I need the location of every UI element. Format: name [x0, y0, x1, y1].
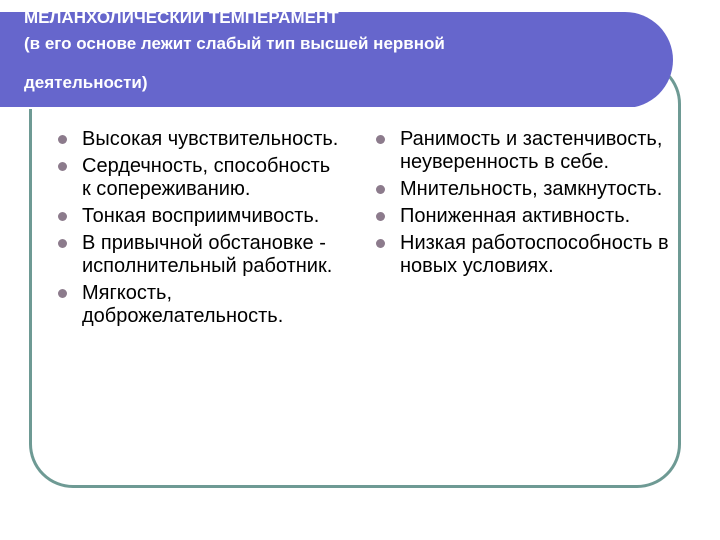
- list-item-text: В привычной обстановке - исполнительный работник.: [82, 232, 333, 277]
- bullet-icon: [376, 135, 385, 144]
- bullet-icon: [376, 185, 385, 194]
- bullet-icon: [376, 212, 385, 221]
- list-item-text: Ранимость и застенчивость, неуверенность в себе.: [400, 128, 663, 173]
- title-line-2: (в его основе лежит слабый тип высшей нервной: [24, 34, 445, 53]
- list-item: [372, 205, 672, 228]
- bullet-icon: [376, 239, 385, 248]
- list-item: [54, 128, 344, 151]
- bullet-icon: [58, 162, 67, 171]
- list-item: [372, 232, 672, 278]
- left-column-list: [54, 128, 344, 332]
- bullet-icon: [58, 289, 67, 298]
- list-item: [54, 282, 344, 328]
- list-item-text: Тонкая восприимчивость.: [82, 205, 320, 227]
- title-line-1: МЕЛАНХОЛИЧЕСКИЙ ТЕМПЕРАМЕНТ: [24, 8, 339, 27]
- bullet-icon: [58, 239, 67, 248]
- right-column-list: [372, 128, 672, 282]
- title-underline: [0, 107, 636, 109]
- bullet-icon: [58, 135, 67, 144]
- list-item-text: Мнительность, замкнутость.: [400, 178, 663, 200]
- list-item-text: Мягкость, доброжелательность.: [82, 282, 284, 327]
- list-item-text: Сердечность, способность к сопереживанию.: [82, 155, 331, 200]
- list-item: [54, 205, 344, 228]
- list-item: [54, 155, 344, 201]
- list-item-text: Высокая чувствительность.: [82, 128, 339, 150]
- bullet-icon: [58, 212, 67, 221]
- list-item: [54, 232, 344, 278]
- list-item: [372, 178, 672, 201]
- list-item-text: Пониженная активность.: [400, 205, 631, 227]
- list-item-text: Низкая работоспособность в новых условиях.: [400, 232, 669, 277]
- title-line-3: деятельности): [24, 73, 148, 92]
- list-item: [372, 128, 672, 174]
